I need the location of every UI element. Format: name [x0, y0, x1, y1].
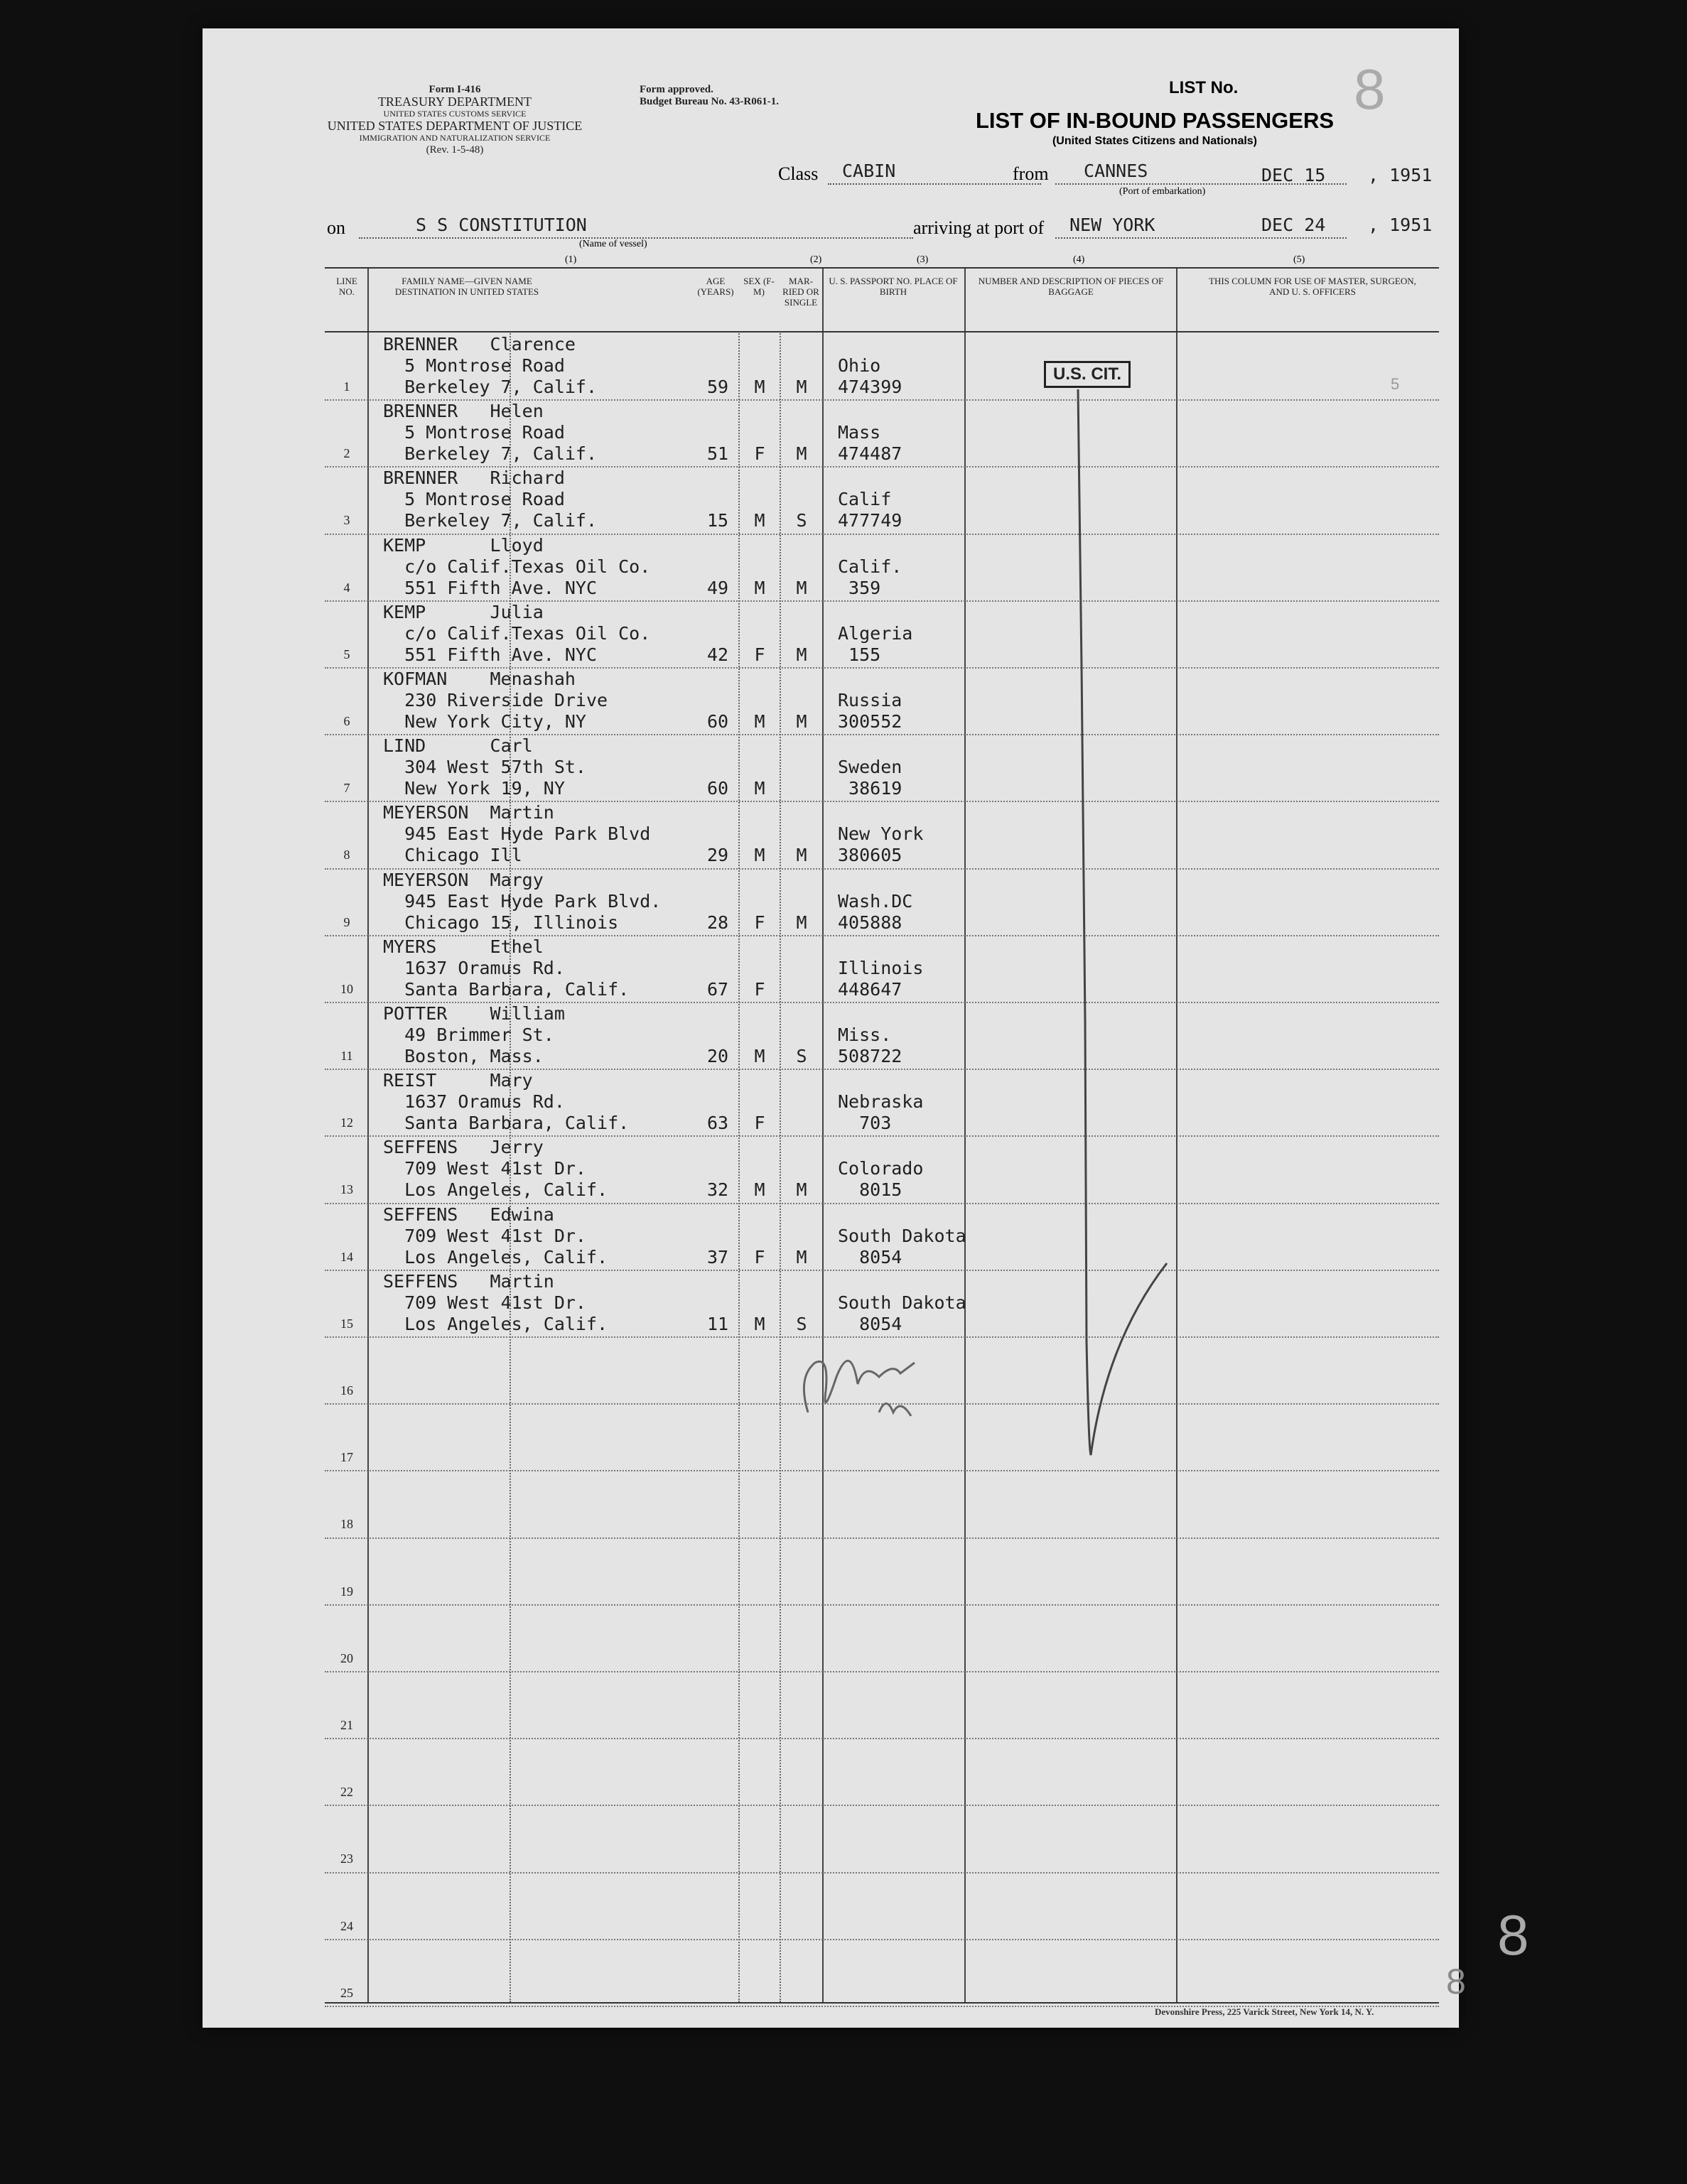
passenger-address-city: 551 Fifth Ave. NYC	[383, 644, 598, 665]
passport-number: 380605	[838, 845, 902, 866]
initials-signature	[794, 1334, 936, 1434]
passenger-address-street: 945 East Hyde Park Blvd.	[383, 890, 662, 912]
page-number-mark: 8	[1497, 1903, 1529, 1967]
line-number: 4	[343, 580, 350, 595]
line-number: 12	[340, 1115, 353, 1130]
class-underline	[828, 183, 1041, 185]
passport-number: 8054	[838, 1246, 902, 1267]
passenger-address-city: Chicago Ill	[383, 845, 522, 866]
birth-place: Ohio	[838, 355, 881, 376]
col-head-age: AGE (YEARS)	[697, 276, 734, 297]
line-number: 24	[340, 1918, 353, 1933]
passenger-name: KEMP Julia	[383, 601, 544, 622]
passport-number: 8054	[838, 1313, 902, 1334]
passenger-age: 49	[706, 577, 729, 598]
line-number: 2	[343, 446, 350, 461]
passenger-name: MEYERSON Martin	[383, 802, 554, 823]
passenger-address-city: 551 Fifth Ave. NYC	[383, 577, 598, 598]
passenger-table	[325, 267, 1529, 2004]
vessel-name: S S CONSTITUTION	[416, 215, 587, 235]
passport-number: 477749	[838, 510, 902, 531]
passenger-age: 37	[706, 1246, 729, 1267]
passenger-marital-status: S	[796, 1313, 807, 1334]
row-divider	[325, 1805, 1439, 1806]
passport-number: 474399	[838, 377, 902, 397]
birth-place: Algeria	[838, 622, 913, 644]
passenger-marital-status: M	[796, 644, 807, 665]
col-head-passport: U. S. PASSPORT NO. PLACE OF BIRTH	[829, 276, 958, 297]
passport-number: 8015	[838, 1179, 902, 1201]
passenger-sex: M	[754, 577, 765, 598]
line-number: 5	[343, 647, 350, 661]
passenger-address-street: 304 West 57th St.	[383, 757, 586, 778]
arrival-port: NEW YORK	[1069, 215, 1155, 235]
passenger-marital-status: S	[796, 510, 807, 531]
col-head-officers: THIS COLUMN FOR USE OF MASTER, SURGEON, AND U. S. OFFICERS	[1209, 276, 1416, 297]
passenger-marital-status: M	[796, 912, 807, 933]
passport-number: 703	[838, 1113, 892, 1134]
passport-number: 448647	[838, 978, 902, 1000]
col-separator	[738, 331, 740, 2002]
line-number: 15	[340, 1316, 353, 1331]
row-divider	[325, 1738, 1439, 1739]
page-title: LIST OF IN-BOUND PASSENGERS	[975, 108, 1335, 133]
birth-place: Calif	[838, 489, 892, 510]
line-number: 17	[340, 1450, 353, 1465]
passenger-marital-status: M	[796, 443, 807, 465]
passenger-marital-status: M	[796, 1179, 807, 1201]
line-number: 22	[340, 1785, 353, 1800]
customs-label: UNITED STATES CUSTOMS SERVICE	[383, 109, 527, 119]
passenger-address-street: 5 Montrose Road	[383, 489, 565, 510]
passenger-name: REIST Mary	[383, 1070, 533, 1091]
passenger-sex: F	[754, 443, 765, 465]
passenger-address-city: Boston, Mass.	[383, 1046, 544, 1066]
line-number: 1	[343, 379, 350, 394]
col-head-sex: SEX (F-M)	[743, 276, 775, 297]
col-head-baggage: NUMBER AND DESCRIPTION OF PIECES OF BAGGAGE	[978, 276, 1164, 297]
arrival-year: , 1951	[1368, 215, 1433, 235]
manifest-page	[203, 28, 1529, 2028]
line-number: 11	[340, 1049, 353, 1063]
class-label: Class	[778, 163, 819, 184]
approval-block	[640, 84, 779, 108]
departure-year: , 1951	[1368, 165, 1433, 185]
passenger-name: SEFFENS Edwina	[383, 1204, 554, 1225]
passenger-marital-status: M	[796, 711, 807, 732]
col-head-line: LINE NO.	[336, 276, 357, 297]
passenger-sex: F	[754, 978, 765, 1000]
col-num-5: (5)	[1293, 254, 1305, 265]
passport-number: 405888	[838, 912, 902, 933]
passport-number: 155	[838, 644, 881, 665]
passenger-address-city: Santa Barbara, Calif.	[383, 978, 630, 1000]
us-citizen-stamp: U.S. CIT.	[1044, 361, 1131, 388]
passenger-age: 60	[706, 711, 729, 732]
passenger-age: 11	[706, 1313, 729, 1334]
birth-place: New York	[838, 823, 924, 845]
passenger-address-city: Los Angeles, Calif.	[383, 1313, 608, 1334]
row-divider	[325, 1604, 1439, 1606]
budget-bureau: Budget Bureau No. 43-R061-1.	[640, 96, 779, 107]
line-number: 3	[343, 513, 350, 528]
birth-place: Miss.	[838, 1025, 892, 1045]
passenger-address-street: 1637 Oramus Rd.	[383, 1091, 565, 1113]
passenger-name: KOFMAN Menashah	[383, 669, 576, 689]
arriving-label: arriving at port of	[913, 217, 1045, 238]
passenger-marital-status: M	[796, 377, 807, 397]
col-num-4: (4)	[1073, 254, 1085, 265]
row-divider	[325, 1939, 1439, 1940]
passenger-age: 60	[706, 778, 729, 799]
arrival-date: DEC 24	[1261, 215, 1326, 235]
birth-place: Mass	[838, 422, 881, 443]
line-number: 9	[343, 914, 350, 929]
line-number: 19	[340, 1584, 353, 1599]
line-number: 23	[340, 1851, 353, 1866]
agency-block	[309, 84, 600, 156]
passenger-address-street: 709 West 41st Dr.	[383, 1225, 586, 1246]
col-separator	[780, 331, 781, 2002]
passenger-sex: M	[754, 1179, 765, 1201]
passenger-sex: F	[754, 912, 765, 933]
col-num-2: (2)	[810, 254, 822, 265]
birth-place: Wash.DC	[838, 890, 913, 912]
passenger-sex: M	[754, 711, 765, 732]
passenger-name: LIND Carl	[383, 735, 533, 757]
passenger-marital-status: M	[796, 1246, 807, 1267]
passenger-marital-status: S	[796, 1046, 807, 1066]
line-number: 8	[343, 848, 350, 863]
passenger-address-street: 230 Riverside Drive	[383, 690, 608, 710]
passenger-name: MEYERSON Margy	[383, 869, 544, 890]
passenger-address-city: Los Angeles, Calif.	[383, 1246, 608, 1267]
passenger-address-city: New York 19, NY	[383, 778, 565, 799]
embarkation-note: (Port of embarkation)	[1119, 186, 1206, 197]
passenger-sex: F	[754, 1246, 765, 1267]
line-number: 10	[340, 981, 353, 996]
passenger-age: 63	[706, 1113, 729, 1134]
revision-label: (Rev. 1-5-48)	[426, 144, 484, 156]
line-number: 13	[340, 1182, 353, 1197]
birth-place: Russia	[838, 690, 902, 710]
passenger-age: 67	[706, 978, 729, 1000]
passenger-age: 15	[706, 510, 729, 531]
passenger-age: 20	[706, 1046, 729, 1066]
row-divider	[325, 1537, 1439, 1539]
passenger-name: KEMP Lloyd	[383, 534, 544, 556]
passenger-marital-status: M	[796, 845, 807, 866]
col-num-1: (1)	[565, 254, 577, 265]
header-rule	[325, 331, 1439, 333]
row-divider	[325, 1872, 1439, 1874]
passenger-age: 42	[706, 644, 729, 665]
passenger-sex: M	[754, 510, 765, 531]
passenger-address-street: 5 Montrose Road	[383, 422, 565, 443]
form-number: Form I-416	[429, 84, 481, 95]
from-value: CANNES	[1084, 161, 1148, 181]
passenger-marital-status: M	[796, 577, 807, 598]
col-num-3: (3)	[917, 254, 929, 265]
line-number: 21	[340, 1718, 353, 1732]
birth-place: South Dakota	[838, 1292, 966, 1313]
birth-place: South Dakota	[838, 1225, 966, 1246]
checkmark-line	[964, 382, 1177, 1590]
passenger-address-street: c/o Calif.Texas Oil Co.	[383, 622, 651, 644]
form-approved: Form approved.	[640, 84, 713, 95]
passenger-address-street: 945 East Hyde Park Blvd	[383, 823, 651, 845]
col-head-married: MAR- RIED OR SINGLE	[782, 276, 819, 308]
passenger-age: 32	[706, 1179, 729, 1201]
officer-mark: 5	[1391, 375, 1400, 393]
line-number: 6	[343, 714, 350, 728]
passenger-name: MYERS Ethel	[383, 936, 544, 957]
passenger-sex: M	[754, 1046, 765, 1066]
birth-place: Sweden	[838, 757, 902, 778]
birth-place: Calif.	[838, 556, 902, 577]
passport-number: 359	[838, 577, 881, 598]
treasury-label: TREASURY DEPARTMENT	[377, 94, 532, 109]
passenger-name: BRENNER Helen	[383, 401, 544, 422]
passenger-address-street: 5 Montrose Road	[383, 355, 565, 376]
row-divider	[325, 1671, 1439, 1672]
passenger-address-street: c/o Calif.Texas Oil Co.	[383, 556, 651, 577]
passenger-sex: M	[754, 377, 765, 397]
passenger-address-street: 49 Brimmer St.	[383, 1025, 554, 1045]
line-number: 14	[340, 1249, 353, 1264]
class-value: CABIN	[842, 161, 896, 181]
list-no-value: 8	[1354, 58, 1386, 121]
row-divider	[325, 1470, 1439, 1471]
passenger-age: 28	[706, 912, 729, 933]
passenger-sex: F	[754, 1113, 765, 1134]
line-number: 7	[343, 781, 350, 796]
passenger-address-city: Berkeley 7, Calif.	[383, 443, 598, 465]
line-number: 25	[340, 1985, 353, 2000]
from-label: from	[1013, 163, 1049, 184]
passenger-name: POTTER William	[383, 1003, 565, 1024]
passenger-sex: M	[754, 778, 765, 799]
passenger-sex: F	[754, 644, 765, 665]
passenger-address-city: Berkeley 7, Calif.	[383, 510, 598, 531]
ins-label: IMMIGRATION AND NATURALIZATION SERVICE	[359, 133, 551, 143]
line-number: 20	[340, 1650, 353, 1665]
passport-number: 300552	[838, 711, 902, 732]
passport-number: 508722	[838, 1046, 902, 1066]
birth-place: Colorado	[838, 1158, 924, 1179]
passenger-sex: M	[754, 1313, 765, 1334]
col-head-name: FAMILY NAME—GIVEN NAME DESTINATION IN UNITED STATES	[394, 276, 539, 297]
port-underline	[1055, 237, 1347, 239]
passenger-age: 51	[706, 443, 729, 465]
line-number: 16	[340, 1383, 353, 1398]
on-label: on	[327, 217, 345, 238]
justice-label: UNITED STATES DEPARTMENT OF JUSTICE	[327, 119, 583, 133]
passenger-name: BRENNER Richard	[383, 467, 565, 489]
printer-imprint: Devonshire Press, 225 Varick Street, New York 14, N. Y.	[1155, 2006, 1374, 2017]
passenger-name: BRENNER Clarence	[383, 334, 576, 355]
passenger-address-street: 709 West 41st Dr.	[383, 1158, 586, 1179]
passport-number: 474487	[838, 443, 902, 465]
passenger-address-street: 1637 Oramus Rd.	[383, 957, 565, 978]
passenger-address-city: Berkeley 7, Calif.	[383, 377, 598, 397]
line-number: 18	[340, 1517, 353, 1532]
list-no-label: LIST No.	[1169, 78, 1239, 97]
birth-place: Nebraska	[838, 1091, 924, 1113]
vessel-note: (Name of vessel)	[579, 239, 647, 249]
corner-page-number: 8	[1446, 1962, 1466, 2001]
departure-date: DEC 15	[1261, 165, 1326, 185]
passenger-sex: M	[754, 845, 765, 866]
passenger-name: SEFFENS Martin	[383, 1270, 554, 1292]
passenger-address-city: New York City, NY	[383, 711, 586, 732]
passenger-name: SEFFENS Jerry	[383, 1137, 544, 1158]
passenger-address-city: Santa Barbara, Calif.	[383, 1113, 630, 1134]
passenger-address-street: 709 West 41st Dr.	[383, 1292, 586, 1313]
passport-number: 38619	[838, 778, 902, 799]
passenger-age: 59	[706, 377, 729, 397]
birth-place: Illinois	[838, 957, 924, 978]
passenger-age: 29	[706, 845, 729, 866]
page-subtitle: (United States Citizens and Nationals)	[1052, 135, 1258, 147]
passenger-address-city: Chicago 15, Illinois	[383, 912, 619, 933]
passenger-address-city: Los Angeles, Calif.	[383, 1179, 608, 1201]
